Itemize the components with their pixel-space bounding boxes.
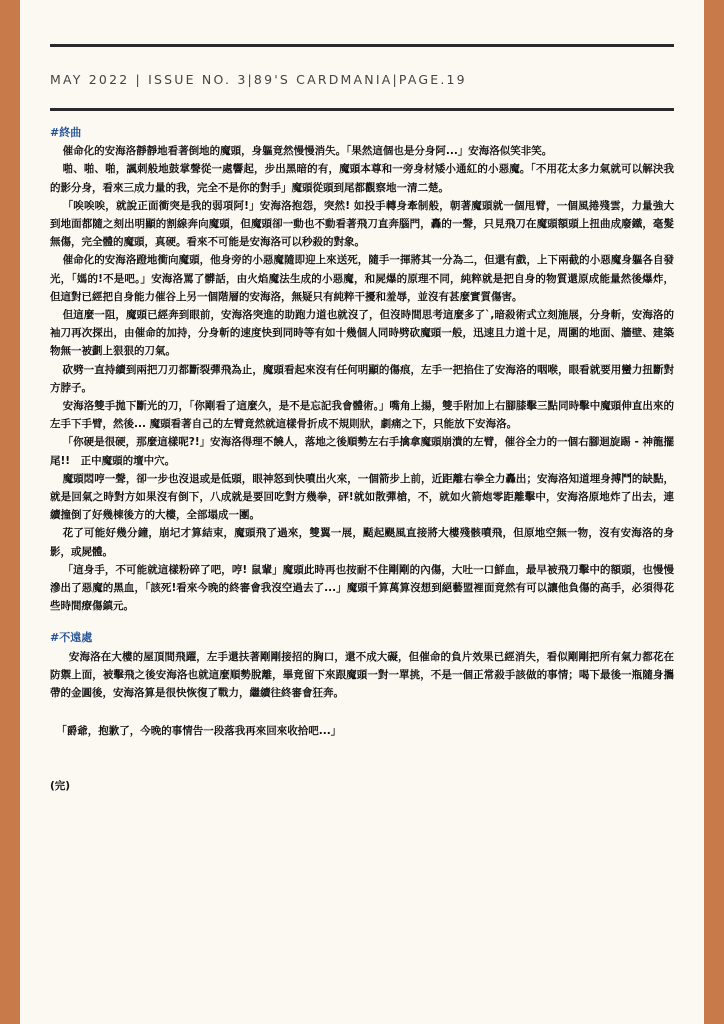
paragraph: 安海洛在大樓的屋頂間飛躍，左手還扶著剛剛接招的胸口，還不成大礙，但催命的負片效果已經消失，看似剛剛把所有氣力都花在防禦上面，被擊飛之後安海洛也就這麼順勢脫離，畢竟留下來跟魔頭一對一單挑，不是一個正常殺手該做的事情；喝下最後一瓶隨身攜帶的金圓後，安海洛算是很快恢復了戰力，繼續往終審會狂奔。 [50,650,674,700]
paragraph: 「唉唉唉，就說正面衝突是我的弱項阿!」安海洛抱怨，突然! 如投手轉身牽制般，朝著魔頭就一個甩臂，一個風捲殘雲，力量強大到地面都隨之刻出明顯的割線奔向魔頭，但魔頭卻一動也不動看著飛刀直奔腦門，轟的一聲，只見飛刀在魔頭額頭上扭曲成廢鐵，毫髮無傷，完全體的魔頭，真硬。看來不可能是安海洛可以秒殺的對象。 [50,199,674,249]
end-mark: (完) [50,779,71,792]
paragraph: 但這麼一阻，魔頭已經奔到眼前，安海洛突進的助跑力道也就沒了，但沒時間思考這麼多了`,暗殺術式立刻施展，分身斬，安海洛的袖刀再次探出，由催命的加持，分身斬的速度快到同時等有如十幾個人同時劈砍魔頭一般，迅速且力道十足，周圍的地面、牆壁、建築物無一被劃上狠狠的刀氣。 [50,309,674,358]
article-body [50,124,674,805]
section-gap [50,615,674,629]
header-top-rule [50,44,674,47]
section-title-finale: #終曲 [50,126,82,139]
paragraph: 砍劈一直持續到兩把刀刃都斷裂彈飛為止，魔頭看起來沒有任何明顯的傷痕，左手一把掐住了安海洛的咽喉，眼看就要用蠻力扭斷對方脖子。 [50,363,674,394]
header-bottom-rule [50,108,674,111]
closing-quote: 「爵爺，抱歉了，今晚的事情告一段落我再來回來收拾吧...」 [56,725,342,738]
paragraph: 「你硬是很硬，那麼這樣呢?!」安海洛得理不饒人，落地之後順勢左右手擒拿魔頭崩潰的左臂，催谷全力的一個右腳迴旋踢 - 神龍擺尾!! 正中魔頭的壇中穴。 [50,436,674,467]
paragraph: 催命化的安海洛靜靜地看著倒地的魔頭，身軀竟然慢慢消失。「果然這個也是分身阿...」安海洛似笑非笑。 [62,145,553,158]
paragraph: 催命化的安海洛蹬地衝向魔頭，他身旁的小惡魔隨即迎上來送死，隨手一揮將其一分為二，但還有戲，上下兩截的小惡魔身軀各自發光，「媽的!不是吧。」安海洛罵了髒話，由火焰魔法生成的小惡魔，和屍爆的原理不同，純粹就是把自身的物質還原成能量然後爆炸，但這對已經把自身能力催谷上另一個階層的安海洛，無疑只有純粹干擾和羞辱，並沒有甚麼實質傷害。 [50,254,674,303]
paragraph: 「這身手，不可能就這樣粉碎了吧，哼! 鼠輩」魔頭此時再也按耐不住剛剛的內傷，大吐一口鮮血，最早被飛刀擊中的額頭，也慢慢滲出了惡魔的黑血，「該死!看來今晚的終審會我沒空過去了...」魔頭千算萬算沒想到絕藝盟裡面竟然有可以讓他負傷的高手，必須得花些時間療傷鎮元。 [50,563,674,613]
page-header: MAY 2022 | ISSUE NO. 3|89'S CARDMANIA|PAGE.19 [50,72,467,87]
paragraph: 啪、啪、啪，諷刺般地鼓掌聲從一處響起，步出黑暗的有，魔頭本尊和一旁身材矮小通紅的小惡魔。「不用花太多力氣就可以解決我的影分身，看來三成力量的我，完全不是你的對手」魔頭從頭到尾都觀察地一清二楚。 [50,163,674,194]
quote-gap [50,702,674,722]
section-title-nearby: #不遠處 [50,631,93,645]
paragraph: 花了可能好幾分鐘，崩圮才算結束，魔頭飛了過來，雙翼一展，颳起颶風直接將大樓殘骸噴飛，但原地空無一物，沒有安海洛的身影，或屍體。 [50,527,674,558]
paragraph: 魔頭悶哼一聲，卻一步也沒退或是低頭，眼神怒到快噴出火來，一個箭步上前，近距離右拳全力轟出；安海洛知道埋身搏鬥的缺點，就是回氣之時對方如果沒有倒下，八成就是要回吃對方幾拳，砰!就如散彈槍，不，就如火箭炮零距離擊中，安海洛原地炸了出去，連續撞倒了好幾棟後方的大樓，全部塌成一團。 [50,472,674,522]
paragraph: 安海洛雙手拋下斷光的刀，「你剛看了這麼久，是不是忘記我會體術。」嘴角上揚，雙手附加上右腳膝擊三點同時擊中魔頭伸直出來的左手下手臂，然後... 魔頭看著自己的左臂竟然就這樣骨折成不規則狀，劇痛之下，只能放下安海洛。 [50,400,674,431]
page [20,0,704,1024]
